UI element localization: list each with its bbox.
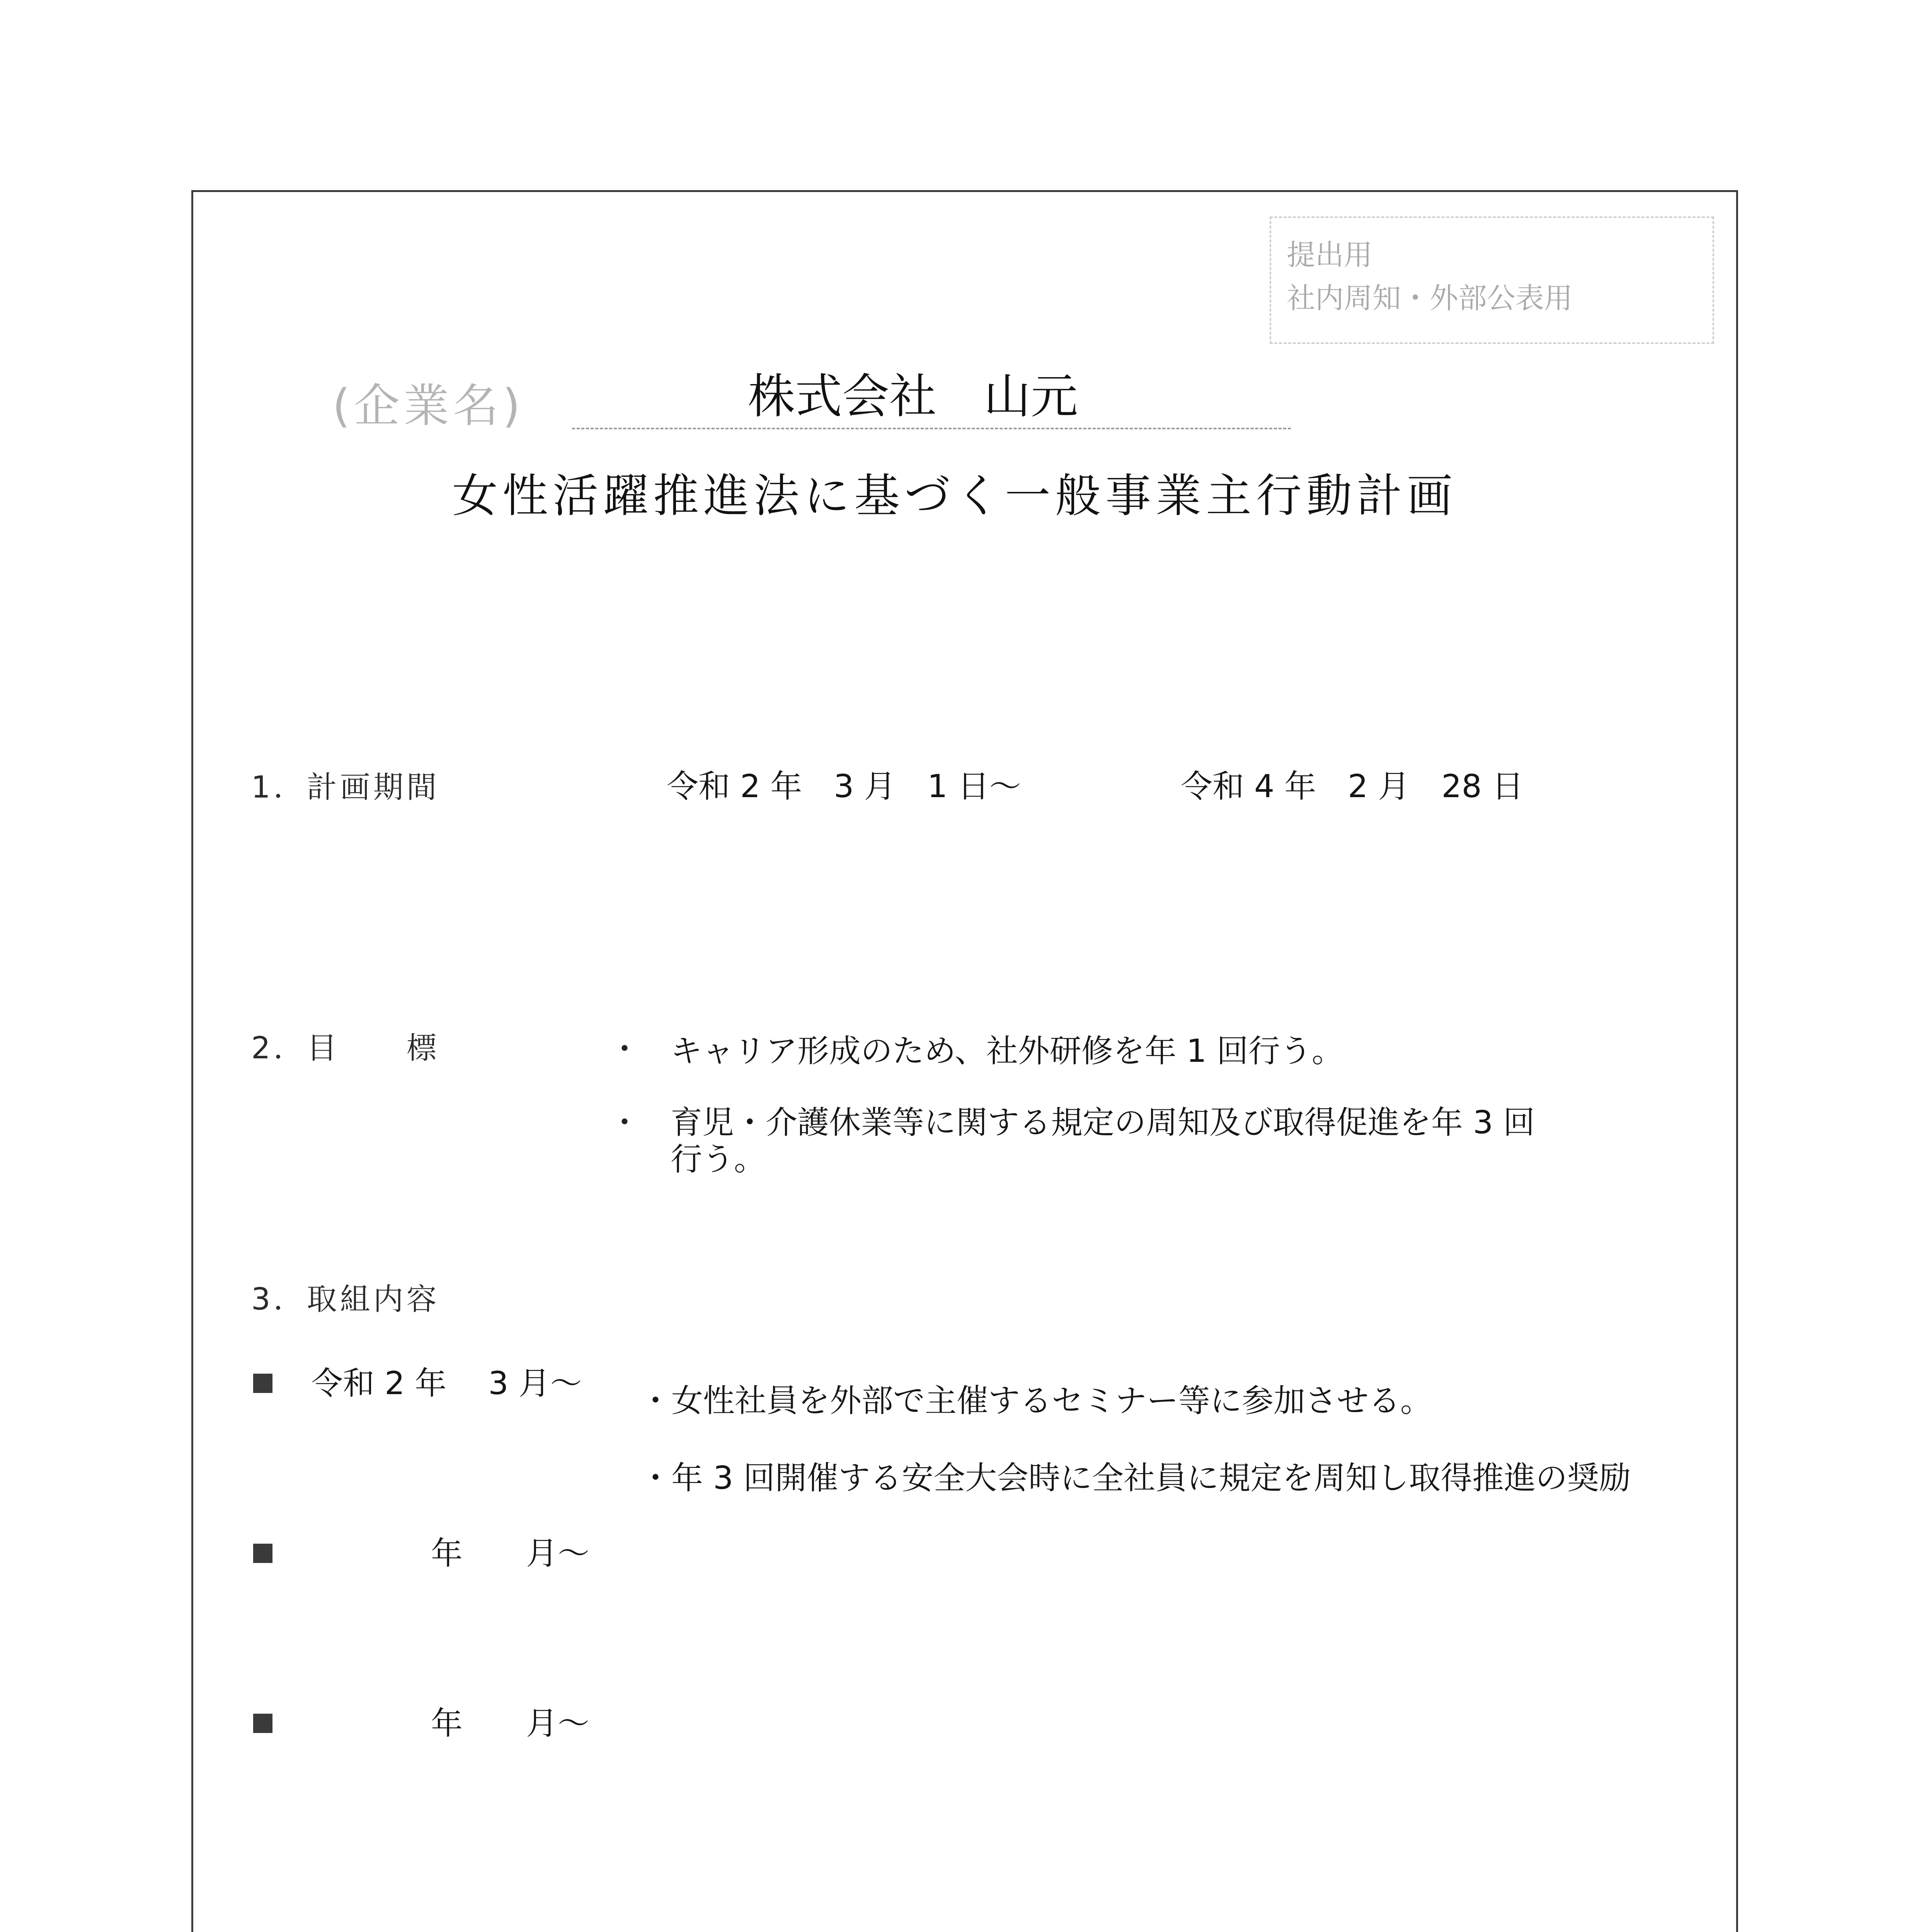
section1-label: 1．計画期間 xyxy=(251,770,440,805)
action-row-1-date: 令和 2 年 3 月～ xyxy=(311,1365,582,1402)
row-bullet-1 xyxy=(253,1374,272,1393)
company-underline xyxy=(572,428,1291,429)
document-title: 女性活躍推進法に基づく一般事業主行動計画 xyxy=(452,469,1457,522)
stamp-submission-purpose xyxy=(1270,216,1714,344)
stamp-line-1: 提出用 xyxy=(1287,238,1372,272)
plan-period-start: 令和 2 年 3 月 1 日～ xyxy=(667,768,1021,805)
goal-1: キャリア形成のため、社外研修を年 1 回行う。 xyxy=(671,1033,1344,1070)
stamp-line-2: 社内周知・外部公表用 xyxy=(1287,282,1573,315)
section3-label: 3．取組内容 xyxy=(251,1282,440,1317)
company-label: (企業名) xyxy=(332,379,524,432)
row-bullet-2 xyxy=(253,1544,272,1563)
action-row-3-date: 年 月～ xyxy=(431,1705,590,1742)
goal-bullet-1: ・ xyxy=(609,1031,641,1068)
action-row-2-date: 年 月～ xyxy=(431,1535,590,1572)
goal-2-line-2: 行う。 xyxy=(671,1141,766,1178)
row-bullet-3 xyxy=(253,1714,272,1733)
company-name: 株式会社 山元 xyxy=(748,369,1078,424)
section2-label: 2．目 標 xyxy=(251,1031,440,1066)
goal-2-line-1: 育児・介護休業等に関する規定の周知及び取得促進を年 3 回 xyxy=(671,1104,1535,1141)
action-row-1-item-2: ・年 3 回開催する安全大会時に全社員に規定を周知し取得推進の奨励 xyxy=(640,1460,1631,1497)
goal-bullet-2: ・ xyxy=(609,1104,641,1141)
plan-period-end: 令和 4 年 2 月 28 日 xyxy=(1181,768,1524,805)
action-row-1-item-1: ・女性社員を外部で主催するセミナー等に参加させる。 xyxy=(640,1383,1432,1419)
